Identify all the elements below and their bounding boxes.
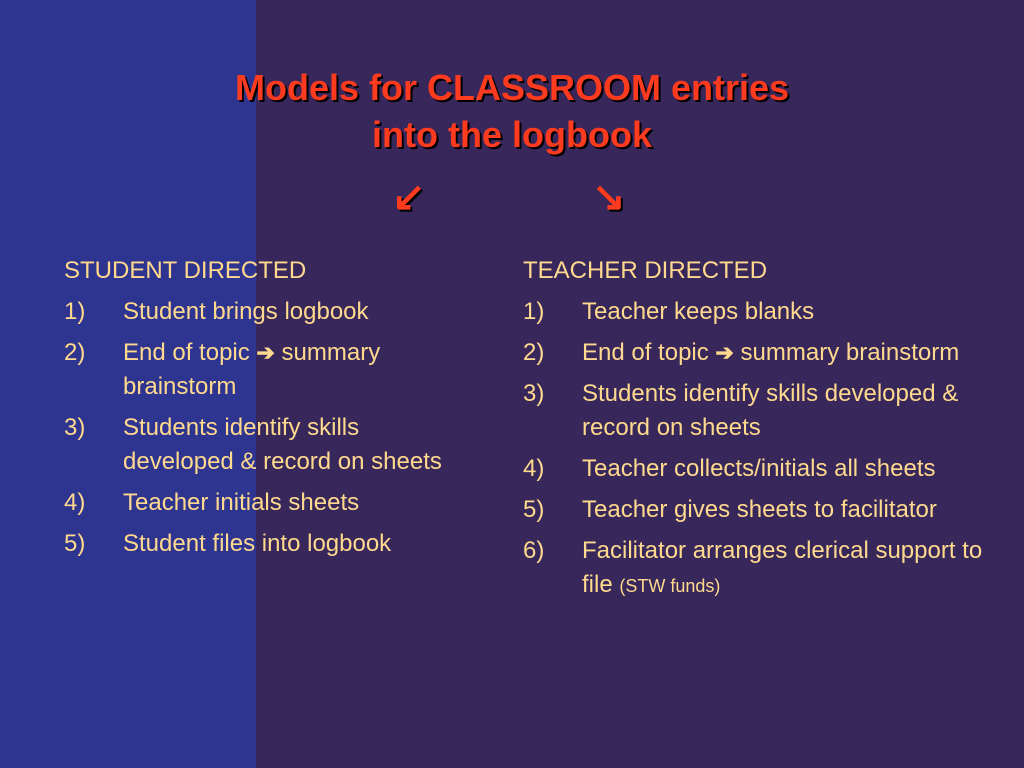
list-item (523, 295, 983, 329)
item-text: End of topic (582, 339, 716, 366)
list-item (64, 527, 464, 561)
list-item (64, 336, 464, 404)
item-text: End of topic (123, 339, 257, 366)
arrow-down-right-icon: ↘ (592, 175, 626, 219)
list-item (523, 336, 983, 370)
student-directed-list (64, 295, 464, 561)
title-line-2: into the logbook (372, 114, 652, 155)
teacher-directed-heading: TEACHER DIRECTED (523, 257, 768, 284)
item-number: 1) (523, 298, 545, 325)
item-number: 5) (64, 530, 86, 557)
item-number: 6) (523, 537, 545, 564)
list-item (523, 534, 983, 603)
title-line-1: Models for CLASSROOM entries (234, 67, 790, 108)
item-text: Students identify skills developed & record on sheets (582, 380, 959, 441)
list-item (523, 493, 983, 527)
list-item (523, 452, 983, 486)
item-number: 2) (64, 339, 86, 366)
teacher-directed-list (523, 295, 983, 603)
funding-note: (STW funds) (619, 576, 721, 596)
item-text: Teacher keeps blanks (582, 298, 815, 325)
item-number: 3) (64, 414, 86, 441)
item-text: Student files into logbook (123, 530, 392, 557)
student-directed-heading: STUDENT DIRECTED (64, 257, 307, 284)
item-text: Teacher collects/initials all sheets (582, 455, 936, 482)
item-number: 2) (523, 339, 545, 366)
list-item (64, 295, 464, 329)
list-item (523, 377, 983, 445)
item-text: Student brings logbook (123, 298, 369, 325)
item-number: 4) (523, 455, 545, 482)
list-item (64, 411, 464, 479)
arrow-down-left-icon: ↙ (392, 175, 426, 219)
list-item (64, 486, 464, 520)
item-text: Students identify skills developed & record on sheets (123, 414, 442, 475)
item-number: 1) (64, 298, 86, 325)
item-text: Teacher initials sheets (123, 489, 360, 516)
item-text: summary brainstorm (123, 339, 381, 400)
item-number: 5) (523, 496, 545, 523)
item-number: 4) (64, 489, 86, 516)
slide-title (0, 64, 1024, 158)
item-text: Teacher gives sheets to facilitator (582, 496, 937, 523)
title-arrows (0, 172, 1024, 222)
right-arrow-icon: ➔ (715, 340, 734, 365)
right-arrow-icon: ➔ (256, 340, 275, 365)
student-directed-column (64, 254, 464, 568)
item-text: Facilitator arranges clerical support to file (582, 537, 983, 598)
item-text: summary brainstorm (733, 339, 960, 366)
teacher-directed-column (523, 254, 983, 610)
item-number: 3) (523, 380, 545, 407)
